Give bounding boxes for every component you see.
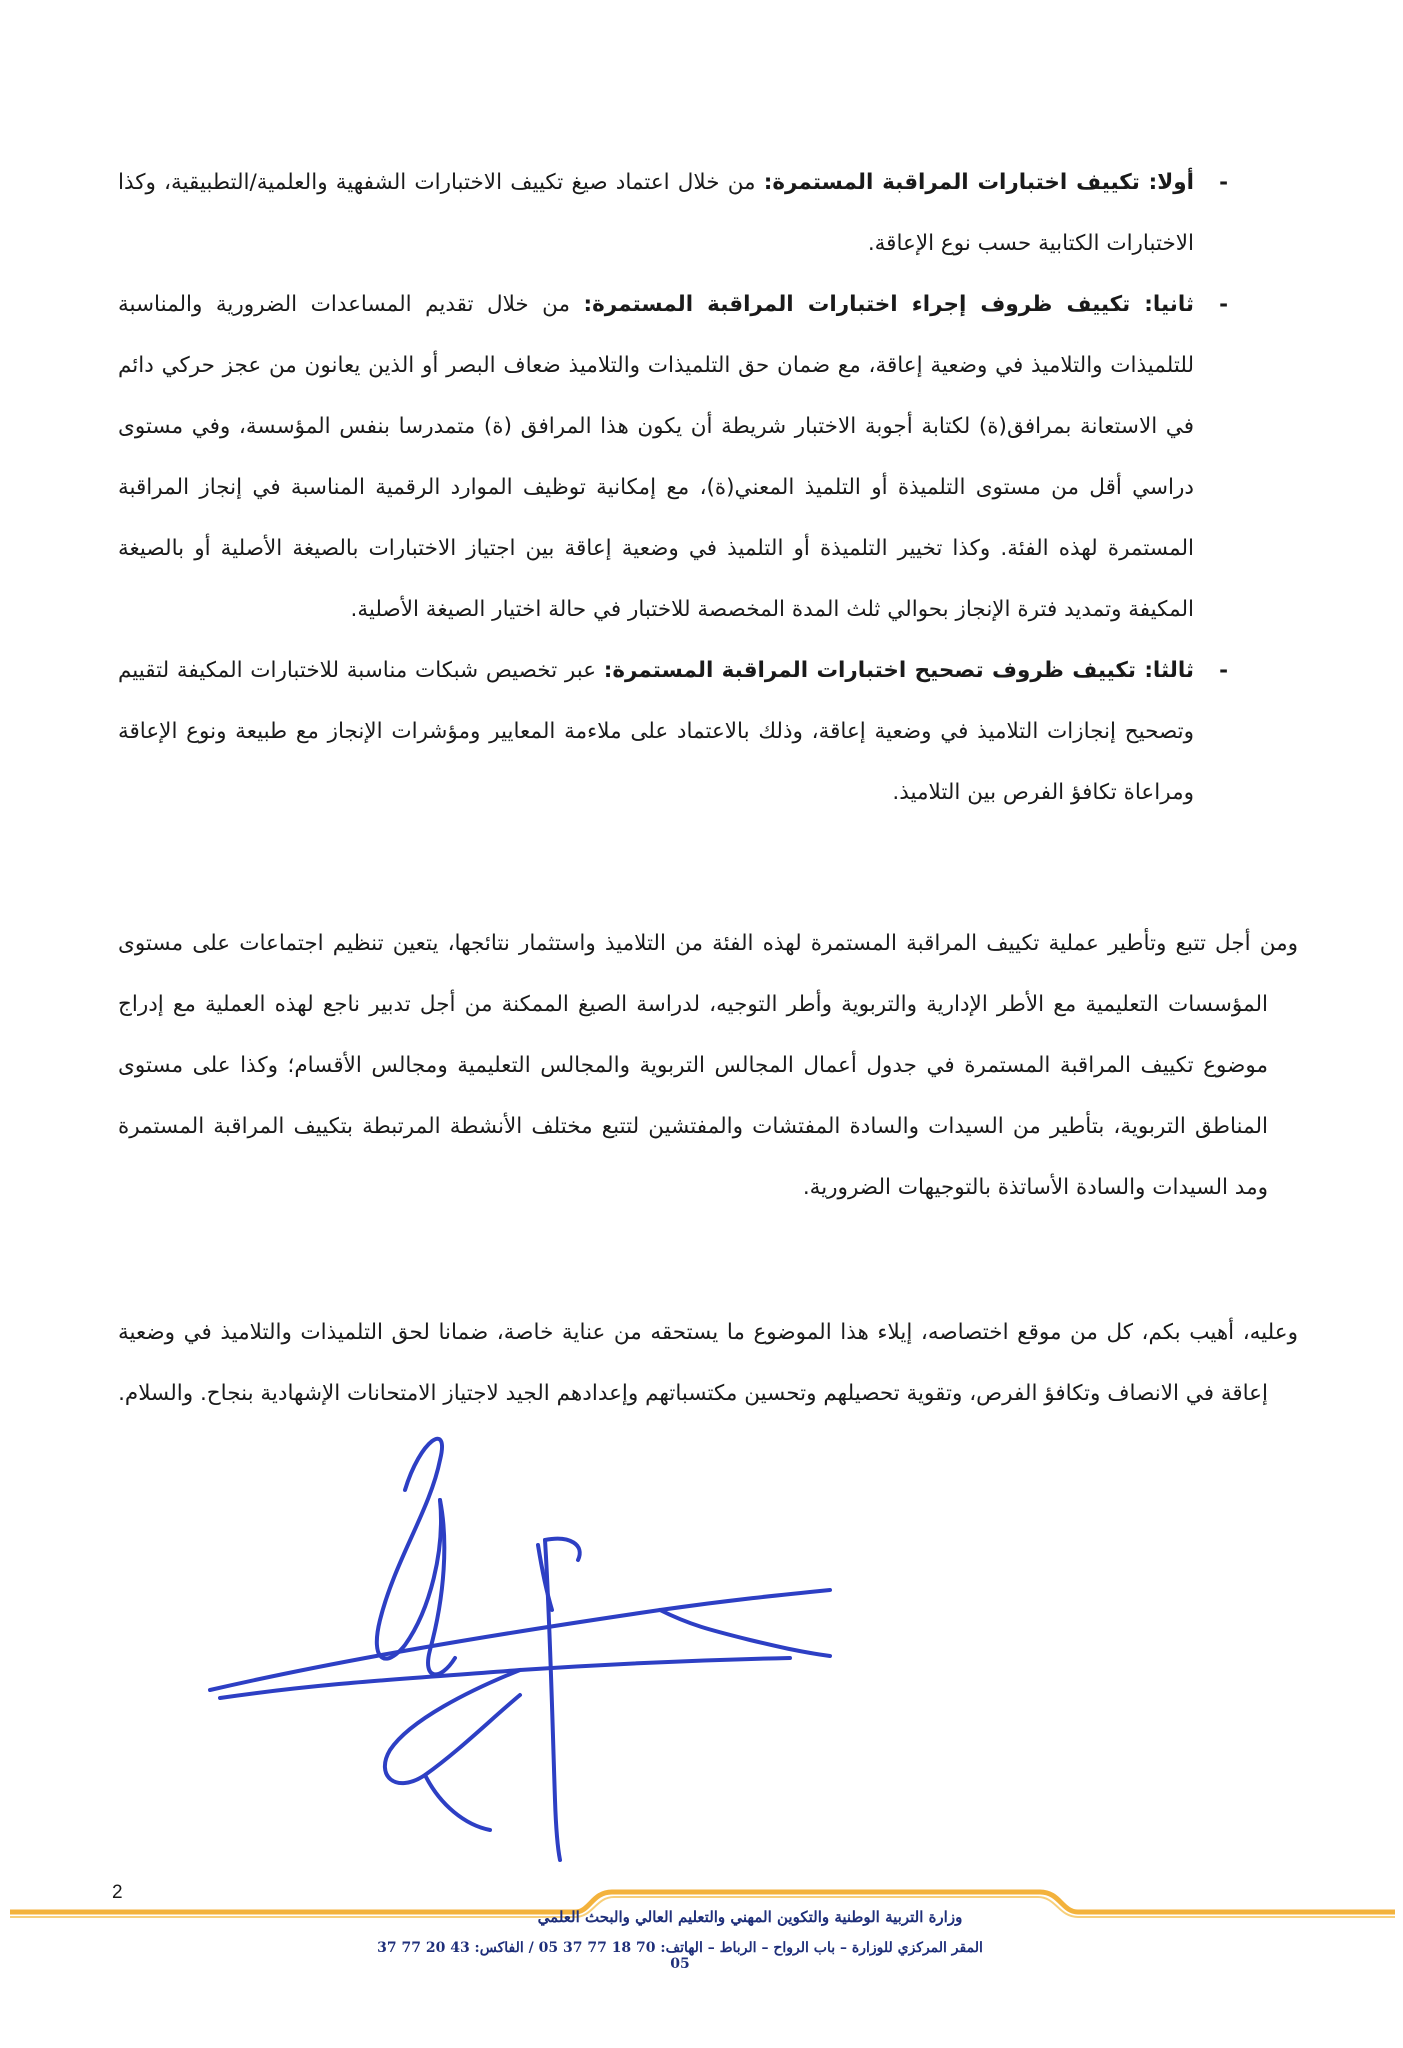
bullet-dash: - — [1219, 292, 1228, 317]
bullet-text: عبر تخصيص شبكات مناسبة للاختبارات المكيفة لتقييم وتصحيح إنجازات التلاميذ في وضعية إعاقة، وذلك بالاعتماد على ملاءمة المعايير ومؤشرات الإنجاز مع طبيعة ونوع الإعاقة ومراعاة تكافؤ الفرص بين التلاميذ. — [118, 658, 1194, 805]
footer-address: المقر المركزي للوزارة – باب الرواح – الرباط – الهاتف: 70 18 77 37 05 / الفاكس: 43 20 77 37 05 — [377, 1940, 983, 1972]
footer-ministry-name: وزارة التربية الوطنية والتكوين المهني والتعليم العالي والبحث العلمي — [537, 1908, 963, 1926]
paragraph-text: وعليه، أهيب بكم، كل من موقع اختصاصه، إيلاء هذا الموضوع ما يستحقه من عناية خاصة، ضمانا لحق التلميذات والتلاميذ في وضعية إعاقة في الانصاف وتكافؤ الفرص، وتقوية تحصيلهم وتحسين مكتسباتهم وإعدادهم الجيد لاجتياز الامتحانات الإشهادية بنجاح. والسلام. — [118, 1320, 1298, 1406]
bullet-item-1 — [118, 152, 1228, 274]
bullet-list — [118, 152, 1228, 823]
bullet-item-2 — [118, 274, 1228, 640]
bullet-text: من خلال تقديم المساعدات الضرورية والمناسبة للتلميذات والتلاميذ في وضعية إعاقة، مع ضمان حق التلميذات والتلاميذ ضعاف البصر أو الذين يعانون من عجز حركي دائم في الاستعانة بمرافق(ة) لكتابة أجوبة الاختبار شريطة أن يكون هذا المرافق (ة) متمدرسا بنفس المؤسسة، وفي مستوى دراسي أقل من مستوى التلميذة أو التلميذ المعني(ة)، مع إمكانية توظيف الموارد الرقمية المناسبة في إنجاز المراقبة المستمرة لهذه الفئة. وكذا تخيير التلميذة أو التلميذ في وضعية إعاقة بين اجتياز الاختبارات بالصيغة الأصلية أو بالصيغة المكيفة وتمديد فترة الإنجاز بحوالي ثلث المدة المخصصة للاختبار في حالة اختيار الصيغة الأصلية. — [118, 292, 1194, 622]
signature-stamp-area — [190, 1420, 890, 1870]
paragraph-follow-up — [118, 913, 1298, 1218]
bullet-item-3 — [118, 640, 1228, 823]
paragraph-text: ومن أجل تتبع وتأطير عملية تكييف المراقبة المستمرة لهذه الفئة من التلاميذ واستثمار نتائجها، يتعين تنظيم اجتماعات على مستوى المؤسسات التعليمية مع الأطر الإدارية والتربوية وأطر التوجيه، لدراسة الصيغ الممكنة من أجل تدبير ناجع لهذه العملية مع إدراج موضوع تكييف المراقبة المستمرة في جدول أعمال المجالس التربوية والمجالس التعليمية ومجالس الأقسام؛ وكذا على مستوى المناطق التربوية، بتأطير من السيدات والسادة المفتشات والمفتشين لتتبع مختلف الأنشطة المرتبطة بتكييف المراقبة المستمرة ومد السيدات والسادة الأساتذة بالتوجيهات الضرورية. — [118, 931, 1298, 1200]
page-number: 2 — [112, 1882, 123, 1903]
bullet-title: ثالثا: تكييف ظروف تصحيح اختبارات المراقبة المستمرة: — [603, 658, 1194, 683]
bullet-dash: - — [1219, 658, 1228, 683]
handwritten-signature-icon — [190, 1420, 890, 1870]
bullet-dash: - — [1219, 170, 1228, 195]
bullet-title: ثانيا: تكييف ظروف إجراء اختبارات المراقبة المستمرة: — [583, 292, 1194, 317]
bullet-title: أولا: تكييف اختبارات المراقبة المستمرة: — [763, 170, 1194, 195]
bullet-text: من خلال اعتماد صيغ تكييف الاختبارات الشفهية والعلمية/التطبيقية، وكذا الاختبارات الكتابية حسب نوع الإعاقة. — [118, 170, 1194, 256]
paragraph-closing — [118, 1302, 1298, 1424]
